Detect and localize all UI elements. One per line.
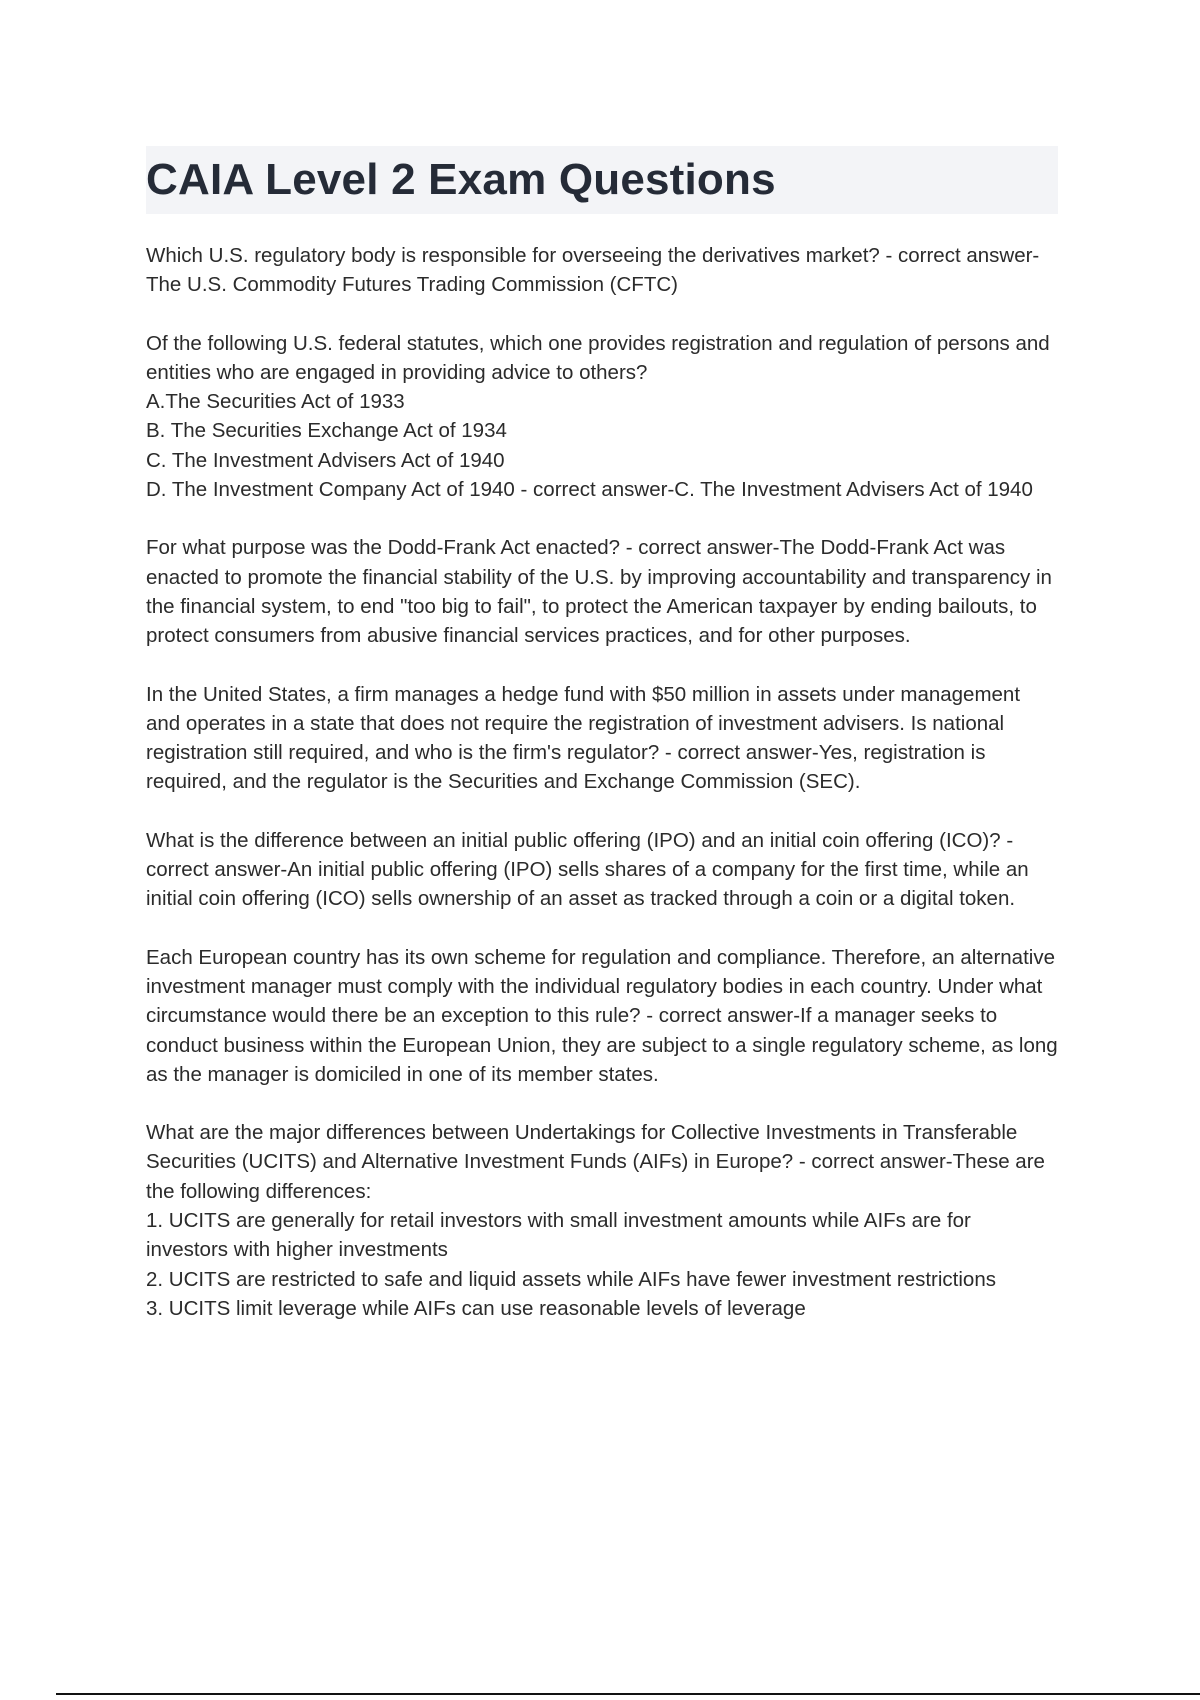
qa-list (146, 241, 1058, 1323)
page-title: CAIA Level 2 Exam Questions (146, 155, 776, 204)
qa-item: In the United States, a firm manages a hedge fund with $50 million in assets under management and operates in a state that does not require the registration of investment advisers. Is national registration still required, and who is the firm's regulator? - correct answer-Yes, registration is required, and the regulator is the Securities and Exchange Commission (SEC). (146, 682, 1021, 794)
qa-item: Which U.S. regulatory body is responsible for overseeing the derivatives market? - correct answer-The U.S. Commodity Futures Trading Commission (CFTC) (146, 244, 1040, 297)
qa-item: What are the major differences between Undertakings for Collective Investments in Transferable Securities (UCITS) and Alternative Investment Funds (AIFs) in Europe? - correct answer-These are the following differences: 1. UCITS are generally for retail investors with small investment amounts while AIFs are for investors with higher investments 2. UCITS are restricted to safe and liquid assets while AIFs have fewer investment restrictions 3. UCITS limit leverage while AIFs can use reasonable levels of leverage (146, 1121, 1045, 1320)
title-band (146, 146, 1058, 214)
page-bottom-rule (56, 1693, 1200, 1695)
qa-item: For what purpose was the Dodd-Frank Act enacted? - correct answer-The Dodd-Frank Act was enacted to promote the financial stability of the U.S. by improving accountability and transparency in the financial system, to end "too big to fail", to protect the American taxpayer by ending bailouts, to protect consumers from abusive financial services practices, and for other purposes. (146, 536, 1052, 648)
qa-item: Of the following U.S. federal statutes, which one provides registration and regulation of persons and entities who are engaged in providing advice to others? A.The Securities Act of 1933 B. The Securities Exchange Act of 1934 C. The Investment Advisers Act of 1940 D. The Investment Company Act of 1940 - correct answer-C. The Investment Advisers Act of 1940 (146, 331, 1050, 502)
document-page (146, 146, 1058, 1352)
qa-item: What is the difference between an initial public offering (IPO) and an initial coin offering (ICO)? - correct answer-An initial public offering (IPO) sells shares of a company for the first time, while an initial coin offering (ICO) sells ownership of an asset as tracked through a coin or a digital token. (146, 828, 1029, 911)
qa-item: Each European country has its own scheme for regulation and compliance. Therefore, an alternative investment manager must comply with the individual regulatory bodies in each country. Under what circumstance would there be an exception to this rule? - correct answer-If a manager seeks to conduct business within the European Union, they are subject to a single regulatory scheme, as long as the manager is domiciled in one of its member states. (146, 945, 1058, 1086)
